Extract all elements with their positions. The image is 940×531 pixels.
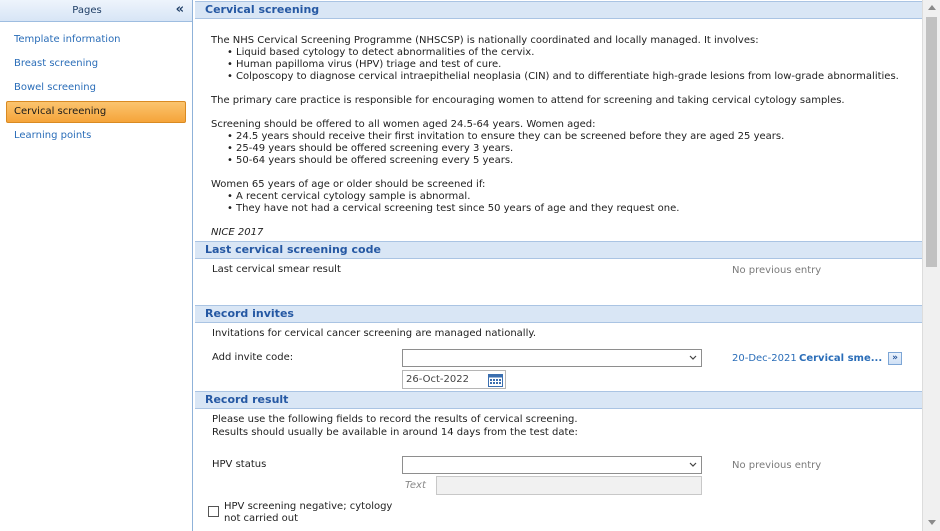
citation: NICE 2017 [211, 227, 264, 238]
over-65-list [211, 191, 922, 215]
hpv-negative-label-1: HPV screening negative; cytology [224, 501, 393, 512]
eligibility-text: Screening should be offered to all women aged 24.5-64 years. Women aged: [211, 119, 596, 130]
last-smear-label: Last cervical smear result [212, 264, 341, 275]
last-code-row [195, 259, 922, 305]
programme-list [211, 47, 922, 83]
hpv-status-select[interactable] [402, 456, 702, 474]
section-title-record-invites: Record invites [195, 305, 922, 323]
invites-block [195, 323, 922, 391]
sidebar-item-learning-points[interactable]: Learning points [14, 130, 92, 141]
list-item: • 24.5 years should receive their first invitation to ensure they can be screened before they are aged 25 years. [227, 131, 922, 143]
last-smear-value: No previous entry [732, 265, 822, 276]
sidebar-item-cervical-screening[interactable]: Cervical screening [6, 101, 186, 123]
invite-date-field[interactable] [402, 370, 506, 389]
invite-date-value: 26-Oct-2022 [406, 374, 469, 385]
sidebar-title: Pages [72, 5, 102, 16]
result-note-2: Results should usually be available in around 14 days from the test date: [212, 427, 578, 438]
scroll-up-icon[interactable] [928, 5, 936, 10]
list-item: • Human papilloma virus (HPV) triage and test of cure. [227, 59, 922, 71]
list-item: • They have not had a cervical screening test since 50 years of age and they request one. [227, 203, 922, 215]
over-65-text: Women 65 years of age or older should be screened if: [211, 179, 486, 190]
result-note-1: Please use the following fields to record the results of cervical screening. [212, 414, 578, 425]
sidebar-item-bowel-screening[interactable]: Bowel screening [14, 82, 96, 93]
hpv-negative-checkbox[interactable] [208, 506, 219, 517]
scrollbar-thumb[interactable] [926, 17, 937, 267]
section-title-cervical-screening: Cervical screening [195, 1, 922, 19]
list-item: • Colposcopy to diagnose cervical intraepithelial neoplasia (CIN) and to differentiate high-grade lesions from low-grade abnormalities. [227, 71, 922, 83]
chevron-down-icon [688, 459, 698, 471]
hpv-status-label: HPV status [212, 459, 267, 470]
invite-code-select[interactable] [402, 349, 702, 367]
result-block [195, 409, 922, 531]
pages-sidebar [0, 0, 193, 531]
vertical-scrollbar[interactable] [922, 0, 940, 531]
age-list [211, 131, 922, 167]
more-invites-button[interactable]: » [888, 352, 902, 365]
add-invite-label: Add invite code: [212, 352, 294, 363]
list-item: • 50-64 years should be offered screening every 5 years. [227, 155, 922, 167]
hpv-previous-entry: No previous entry [732, 460, 822, 471]
scroll-down-icon[interactable] [928, 520, 936, 525]
hpv-text-input[interactable] [436, 476, 702, 495]
sidebar-item-template-information[interactable]: Template information [14, 34, 121, 45]
section-title-record-result: Record result [195, 391, 922, 409]
invites-note: Invitations for cervical cancer screening are managed nationally. [212, 328, 537, 339]
sidebar-list [0, 22, 192, 147]
calendar-icon[interactable] [488, 373, 503, 387]
collapse-sidebar-icon[interactable]: « [175, 2, 184, 17]
last-invite-date-link[interactable]: 20-Dec-2021 [732, 353, 797, 364]
section-title-last-code: Last cervical screening code [195, 241, 922, 259]
last-invite-code-link[interactable]: Cervical sme... [799, 353, 883, 364]
list-item: • A recent cervical cytology sample is abnormal. [227, 191, 922, 203]
hpv-negative-label-2: not carried out [224, 513, 299, 524]
sidebar-item-breast-screening[interactable]: Breast screening [14, 58, 99, 69]
list-item: • 25-49 years should be offered screening every 3 years. [227, 143, 922, 155]
list-item: • Liquid based cytology to detect abnormalities of the cervix. [227, 47, 922, 59]
chevron-down-icon [688, 352, 698, 364]
hpv-text-label: Text [405, 480, 426, 491]
cervical-info-text [195, 19, 922, 241]
responsibility-text: The primary care practice is responsible for encouraging women to attend for screening and taking cervical cytology samples. [211, 95, 845, 106]
main-content [195, 0, 922, 531]
sidebar-header [0, 0, 192, 22]
intro-text: The NHS Cervical Screening Programme (NHSCSP) is nationally coordinated and locally managed. It involves: [211, 35, 759, 46]
